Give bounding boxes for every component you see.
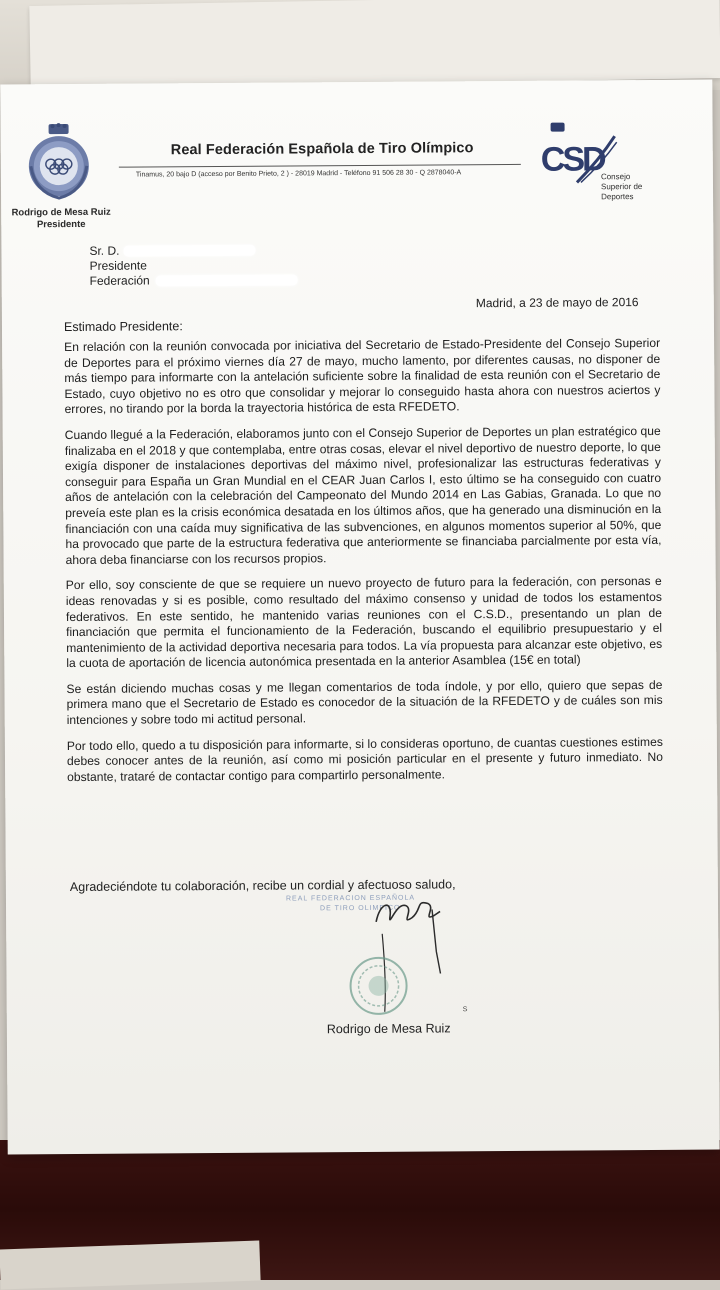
stamp-line-1: REAL FEDERACION ESPAÑOLA bbox=[285, 894, 416, 903]
table-card bbox=[0, 1240, 261, 1289]
signatory-name: Rodrigo de Mesa Ruiz bbox=[326, 1021, 451, 1037]
president-title: Presidente bbox=[36, 218, 86, 231]
paragraph-2: Cuando llegué a la Federación, elaboramos junto con el Consejo Superior de Deportes un plan estratégico que finalizaba en el 2018 y que contemplaba, entre otras cosas, elevar el nivel deportivo de nuestro deporte, lo que exigía disponer de instalaciones deportivas del máximo nivel, profesionalizar las estructuras federativas y conseguir para España un Gran Mundial en el CEAR Juan Carlos I, esto último se ha conseguido con cuatro años de antelación con la celebración del Campeonato del Mundo 2014 en Las Gabias, Granada. Lo que no preveía este plan es la crisis económica desatada en los últimos años, que ha generado una disminución en la financiación con una caída muy significativa de las subvenciones, en algunos momentos superior al 50%, que ha provocado que parte de la estructura federativa que anteriormente se financiaba parcialmente por esta vía, ahora deba financiarse con los recursos propios. bbox=[64, 423, 662, 567]
header-divider bbox=[119, 164, 521, 168]
csd-line-3: Deportes bbox=[601, 192, 634, 202]
letter-page bbox=[0, 80, 719, 1155]
recipient-block bbox=[89, 243, 149, 288]
signature-mark: S bbox=[462, 1006, 468, 1014]
federation-crest-icon bbox=[23, 122, 96, 203]
paragraph-4: Se están diciendo muchas cosas y me llegan comentarios de toda índole, y por ello, quiero que sepas de primera mano que el Secretario de Estado es conocedor de la situación de la RFEDETO y de cuáles son mis intenciones y sobre todo mi actitud personal. bbox=[66, 677, 663, 728]
organization-title: Real Federación Española de Tiro Olímpico bbox=[170, 140, 474, 159]
recipient-line-2: Presidente bbox=[89, 258, 147, 273]
letter-date: Madrid, a 23 de mayo de 2016 bbox=[475, 295, 639, 311]
recipient-line-3: Federación bbox=[89, 273, 150, 288]
redaction bbox=[156, 274, 298, 286]
closing-line: Agradeciéndote tu colaboración, recibe un cordial y afectuoso saludo, bbox=[69, 877, 456, 895]
president-name: Rodrigo de Mesa Ruiz bbox=[11, 206, 111, 219]
paragraph-3: Por ello, soy consciente de que se requiere un nuevo proyecto de futuro para la federación, con personas e ideas renovadas y si es posible, como resultado del máximo consenso y unidad de todos los estamentos federativos. En este sentido, he mantenido varias reuniones con el C.S.D., presentando un plan de financiación que permita el funcionamiento de la Federación, buscando el equilibrio presupuestario y el mantenimiento de la actividad deportiva necesaria para todos. La vía propuesta para alcanzar este objetivo, es la cuota de aportación de licencia autonómica presentada en la anterior Asamblea (15€ en total) bbox=[65, 574, 663, 671]
csd-line-2: Superior de bbox=[600, 182, 643, 192]
letter-body bbox=[64, 336, 663, 796]
stamp-line-2: DE TIRO OLIMPICO bbox=[320, 904, 401, 913]
redaction bbox=[123, 245, 255, 257]
president-signature-block bbox=[9, 207, 113, 232]
salutation: Estimado Presidente: bbox=[63, 319, 183, 335]
csd-name bbox=[601, 172, 657, 202]
paragraph-1: En relación con la reunión convocada por iniciativa del Secretario de Estado-Presidente del Consejo Superior de Deportes para el próximo viernes día 27 de mayo, mucho lamento, por diferentes causas, no disponer de más tiempo para informarte con la antelación suficiente sobre la finalidad de esta reunión con el Secretario de Estado, cuyo objetivo no es otro que consolidar y mejorar lo conseguido hasta ahora con nuestros aciertos y errores, no tirando por la borda la trayectoria histórica de esta RFEDETO. bbox=[64, 335, 661, 417]
paragraph-5: Por todo ello, quedo a tu disposición para informarte, si lo consideras oportuno, de cuantas cuestiones estimes debes conocer antes de la reunión, así como mi posición particular en el presente y futuro inmediato. No obstante, trataré de contactar contigo para compartirlo personalmente. bbox=[66, 734, 664, 784]
organization-address: Tinamus, 20 bajo D (acceso por Benito Prieto, 2 ) - 28019 Madrid - Teléfono 91 506 28 30 - Q 2878040-A bbox=[135, 169, 462, 179]
recipient-line-1: Sr. D. bbox=[89, 243, 120, 258]
background-sheet bbox=[29, 0, 720, 90]
csd-line-1: Consejo bbox=[600, 172, 631, 182]
csd-acronym: CSD bbox=[540, 140, 604, 179]
handwritten-signature bbox=[336, 881, 467, 1022]
